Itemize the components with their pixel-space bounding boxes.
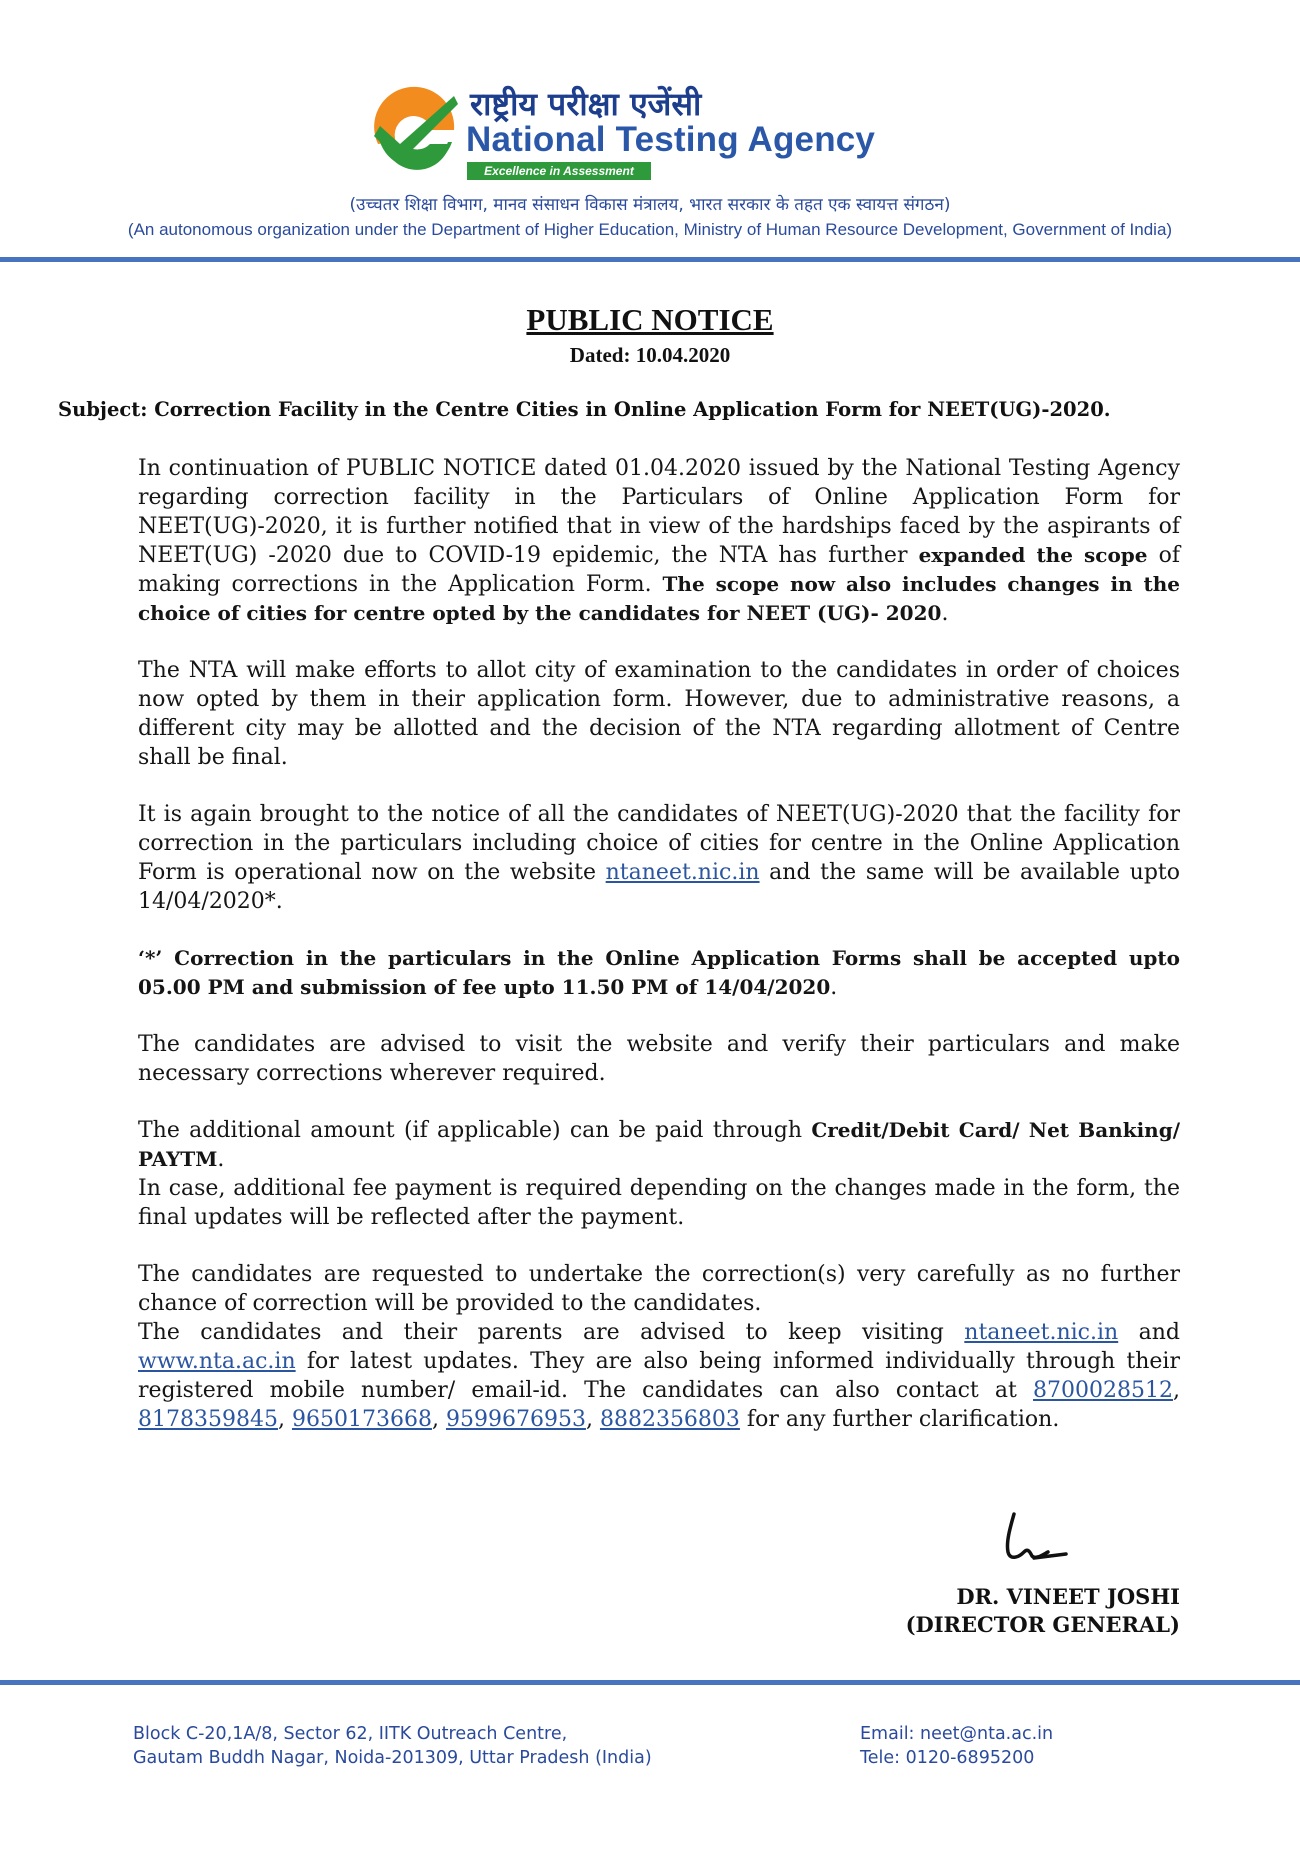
header-divider: [0, 257, 1300, 262]
footer-address: [133, 1722, 652, 1770]
phone-link-5[interactable]: 8882356803: [599, 1407, 740, 1432]
ntaneet-link[interactable]: ntaneet.nic.in: [605, 860, 760, 885]
letterhead: [0, 0, 1300, 262]
address-line-2: Gautam Buddh Nagar, Noida-201309, Uttar Pradesh (India): [133, 1748, 652, 1768]
subtitle-hindi: (उच्चतर शिक्षा विभाग, मानव संसाधन विकास मंत्रालय, भारत सरकार के तहत एक स्वायत्त संगठन): [349, 195, 951, 215]
p4-bold-deadline: ‘*’ Correction in the particulars in the Online Application Forms shall be accepted upto 05.00 PM and submission of fee upto 11.50 PM of 14/04/2020: [138, 946, 1180, 999]
p1-bold-cities: The scope now also includes changes in the choice of cities for centre opted by the candidates for NEET (UG)- 2020: [138, 572, 1181, 625]
signature-mark: [1000, 1508, 1072, 1572]
nta-website-link[interactable]: www.nta.ac.in: [138, 1349, 296, 1374]
p6-end: .: [217, 1147, 225, 1172]
org-name-english: National Testing Agency: [466, 120, 876, 159]
phone-sep: ,: [277, 1407, 292, 1432]
p4-end: .: [830, 975, 838, 1000]
paragraph-6: [138, 1116, 1180, 1174]
footer-email: Email: neet@nta.ac.in: [860, 1724, 1054, 1744]
paragraph-7: In case, additional fee payment is required depending on the changes made in the form, the final updates will be reflected after the payment.: [138, 1176, 1180, 1230]
ntaneet-link-2[interactable]: ntaneet.nic.in: [964, 1320, 1119, 1345]
subtitle-english: (An autonomous organization under the Department of Higher Education, Ministry of Human Resource Development, Government of India): [127, 220, 1173, 239]
p1-end: .: [941, 601, 949, 626]
notice-body: [138, 454, 1180, 1434]
tagline-badge: Excellence in Assessment: [467, 162, 651, 180]
org-name-hindi: राष्ट्रीय परीक्षा एजेंसी: [470, 85, 702, 123]
phone-link-3[interactable]: 9650173668: [291, 1407, 432, 1432]
p6-text: The additional amount (if applicable) can be paid through: [138, 1118, 812, 1143]
paragraph-5: The candidates are advised to visit the website and verify their particulars and make necessary corrections wherever required.: [138, 1032, 1180, 1086]
p9-text: The candidates and their parents are advised to keep visiting: [138, 1320, 965, 1345]
footer-phone: Tele: 0120-6895200: [860, 1748, 1035, 1768]
paragraph-2: The NTA will make efforts to allot city of examination to the candidates in order of choices now opted by them in their application form. However, due to administrative reasons, a different city may be allotted and the decision of the NTA regarding allotment of Centre shall be final.: [138, 658, 1180, 770]
phone-sep: ,: [1173, 1378, 1180, 1403]
phone-sep: ,: [585, 1407, 600, 1432]
p1-text-cont: of making corrections in the Application Form.: [138, 543, 1180, 597]
footer-contact: [860, 1722, 1053, 1770]
signer-designation: (DIRECTOR GENERAL): [905, 1612, 1180, 1637]
p3-text: It is again brought to the notice of all the candidates of NEET(UG)-2020 that the facility for correction in the particulars including choice of cities for centre in the Online Application Form is operational now on the website: [138, 802, 1180, 885]
p6-bold-payment: Credit/Debit Card/ Net Banking/ PAYTM: [138, 1118, 1181, 1171]
phone-sep: ,: [431, 1407, 446, 1432]
paragraph-9: [138, 1318, 1180, 1434]
p1-bold-scope: expanded the scope: [918, 543, 1148, 567]
phone-link-2[interactable]: 8178359845: [138, 1407, 278, 1432]
address-line-1: Block C-20,1A/8, Sector 62, IITK Outreach Centre,: [133, 1724, 568, 1744]
paragraph-1: [138, 454, 1180, 628]
paragraph-3: [138, 800, 1180, 916]
notice-date: Dated: 10.04.2020: [569, 343, 731, 367]
p9-text-cont: for latest updates. They are also being informed individually through their registered mobile number/ email-id. The candidates can also contact at: [138, 1349, 1180, 1403]
notice-title: PUBLIC NOTICE: [526, 302, 774, 337]
p9-and: and: [1118, 1320, 1180, 1345]
notice-subject: Subject: Correction Facility in the Centre Cities in Online Application Form for NEET(UG)-2020.: [58, 398, 1111, 421]
p9-end: for any further clarification.: [739, 1407, 1060, 1432]
p1-text: In continuation of PUBLIC NOTICE dated 01.04.2020 issued by the National Testing Agency regarding correction facility in the Particulars of Online Application Form for NEET(UG)-2020, it is further notified that in view of the hardships faced by the aspirants of NEET(UG) -2020 due to COVID-19 epidemic, the NTA has further: [138, 456, 1180, 568]
phone-link-1[interactable]: 8700028512: [1033, 1378, 1173, 1403]
nta-logo-icon: [370, 86, 460, 176]
footer-divider: [0, 1680, 1300, 1685]
p3-text-cont: and the same will be available upto 14/04/2020*.: [138, 860, 1180, 914]
signer-name: DR. VINEET JOSHI: [956, 1584, 1180, 1609]
paragraph-8: The candidates are requested to undertake the correction(s) very carefully as no further chance of correction will be provided to the candidates.: [138, 1262, 1180, 1316]
phone-link-4[interactable]: 9599676953: [445, 1407, 586, 1432]
paragraph-4: [138, 944, 1180, 1002]
